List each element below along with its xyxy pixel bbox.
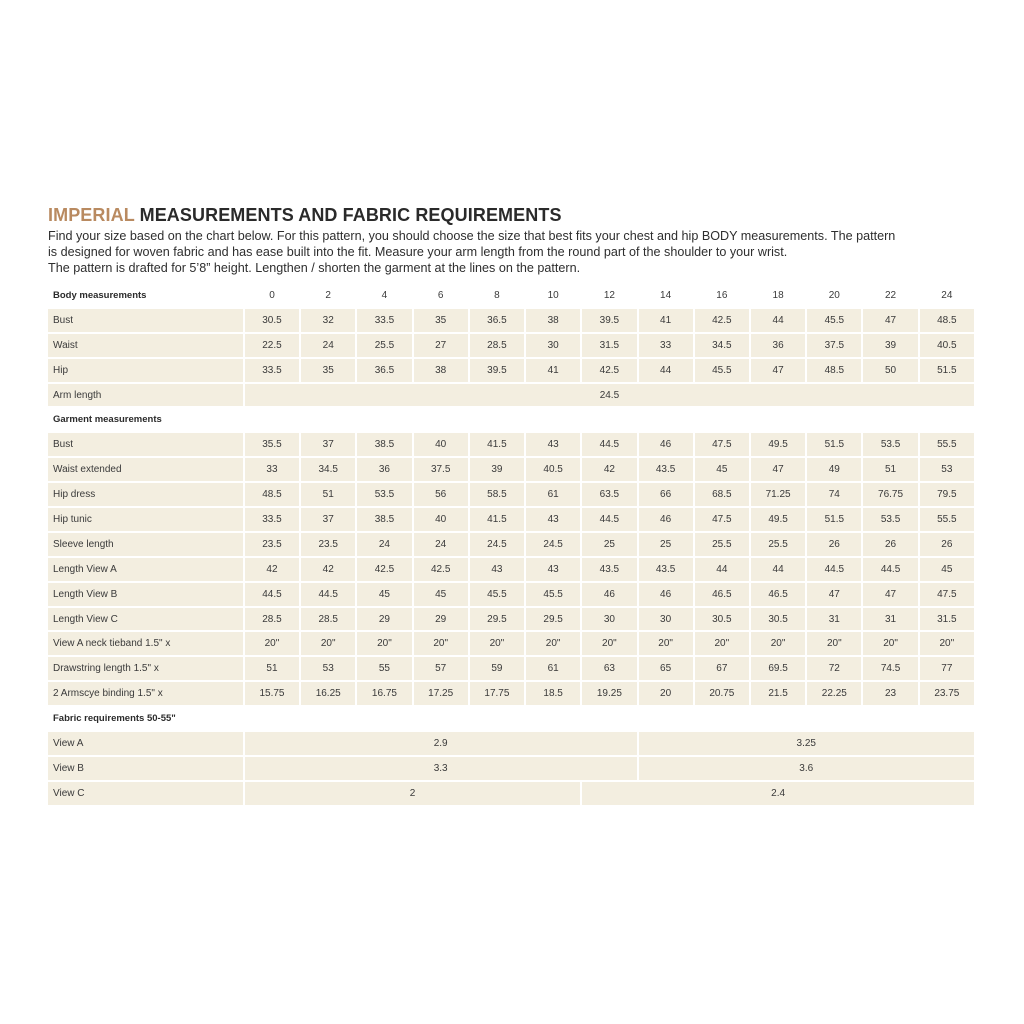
table-cell: 40.5 — [920, 334, 974, 357]
row-label: Arm length — [48, 384, 243, 407]
table-cell: 17.75 — [470, 682, 524, 705]
table-cell: 53.5 — [357, 483, 411, 506]
table-cell: 45.5 — [695, 359, 749, 382]
table-cell: 35 — [414, 309, 468, 332]
table-cell: 22.25 — [807, 682, 861, 705]
table-row — [48, 483, 974, 506]
table-row — [48, 608, 974, 631]
row-label: Length View A — [48, 558, 243, 581]
table-cell: 42 — [301, 558, 355, 581]
row-label: Length View C — [48, 608, 243, 631]
table-cell: 40 — [414, 433, 468, 456]
table-cell: 24.5 — [526, 533, 580, 556]
table-cell: 49 — [807, 458, 861, 481]
size-header: 10 — [526, 284, 580, 307]
table-cell: 74 — [807, 483, 861, 506]
table-cell: 44 — [751, 309, 805, 332]
table-cell: 17.25 — [414, 682, 468, 705]
table-cell: 49.5 — [751, 508, 805, 531]
table-cell: 25 — [582, 533, 636, 556]
table-cell: 16.25 — [301, 682, 355, 705]
fabric-requirements-rows — [48, 707, 974, 805]
table-cell: 20 — [639, 682, 693, 705]
table-cell: 53.5 — [863, 433, 917, 456]
row-label: View A neck tieband 1.5" x — [48, 632, 243, 655]
table-cell: 29 — [357, 608, 411, 631]
table-cell: 41.5 — [470, 433, 524, 456]
table-cell: 56 — [414, 483, 468, 506]
title-accent: IMPERIAL — [48, 205, 135, 225]
fabric-value: 2.4 — [582, 782, 974, 805]
table-cell: 58.5 — [470, 483, 524, 506]
table-cell: 42 — [245, 558, 299, 581]
table-cell: 36 — [751, 334, 805, 357]
table-cell: 34.5 — [695, 334, 749, 357]
table-cell: 71.25 — [751, 483, 805, 506]
table-cell: 16.75 — [357, 682, 411, 705]
fabric-requirements-heading: Fabric requirements 50-55" — [48, 707, 974, 730]
table-cell: 45 — [414, 583, 468, 606]
row-label: Drawstring length 1.5" x — [48, 657, 243, 680]
table-cell: 46 — [639, 433, 693, 456]
row-label: Hip dress — [48, 483, 243, 506]
table-cell: 42.5 — [414, 558, 468, 581]
table-row — [48, 359, 974, 382]
size-header-row — [48, 284, 974, 307]
fabric-value: 2.9 — [245, 732, 637, 755]
table-cell: 31 — [863, 608, 917, 631]
table-row — [48, 309, 974, 332]
table-cell: 40 — [414, 508, 468, 531]
table-cell: 46 — [639, 508, 693, 531]
table-cell: 48.5 — [807, 359, 861, 382]
table-cell: 18.5 — [526, 682, 580, 705]
table-cell: 20" — [582, 632, 636, 655]
table-cell: 28.5 — [301, 608, 355, 631]
table-cell: 45 — [920, 558, 974, 581]
table-cell: 38 — [414, 359, 468, 382]
table-row — [48, 682, 974, 705]
table-row — [48, 757, 974, 780]
table-cell: 35 — [301, 359, 355, 382]
size-header: 22 — [863, 284, 917, 307]
table-cell: 41 — [526, 359, 580, 382]
table-cell: 39.5 — [470, 359, 524, 382]
table-cell: 20" — [245, 632, 299, 655]
table-cell: 46.5 — [751, 583, 805, 606]
arm-length-value: 24.5 — [245, 384, 974, 407]
table-cell: 47 — [863, 309, 917, 332]
table-cell: 38.5 — [357, 508, 411, 531]
document — [48, 204, 978, 807]
table-cell: 28.5 — [245, 608, 299, 631]
table-cell: 55.5 — [920, 508, 974, 531]
table-cell: 47 — [751, 359, 805, 382]
table-cell: 20" — [414, 632, 468, 655]
table-cell: 55 — [357, 657, 411, 680]
table-cell: 47 — [863, 583, 917, 606]
intro-line: is designed for woven fabric and has ease built into the fit. Measure your arm length from the round part of the shoulder to your wrist. — [48, 245, 788, 259]
table-cell: 33.5 — [357, 309, 411, 332]
table-cell: 28.5 — [470, 334, 524, 357]
table-cell: 29.5 — [470, 608, 524, 631]
fabric-value: 2 — [245, 782, 580, 805]
table-cell: 53 — [301, 657, 355, 680]
table-cell: 67 — [695, 657, 749, 680]
table-cell: 20" — [863, 632, 917, 655]
arm-length-rows — [48, 384, 974, 432]
table-cell: 15.75 — [245, 682, 299, 705]
table-cell: 36.5 — [470, 309, 524, 332]
table-row — [48, 533, 974, 556]
table-cell: 20" — [920, 632, 974, 655]
table-cell: 21.5 — [751, 682, 805, 705]
row-label: Hip — [48, 359, 243, 382]
table-cell: 26 — [920, 533, 974, 556]
table-cell: 24.5 — [470, 533, 524, 556]
table-cell: 30.5 — [695, 608, 749, 631]
table-cell: 33 — [639, 334, 693, 357]
row-label: Bust — [48, 309, 243, 332]
table-cell: 30.5 — [751, 608, 805, 631]
table-cell: 27 — [414, 334, 468, 357]
table-cell: 33 — [245, 458, 299, 481]
table-cell: 38 — [526, 309, 580, 332]
table-cell: 44 — [639, 359, 693, 382]
table-cell: 44.5 — [807, 558, 861, 581]
table-row — [48, 657, 974, 680]
table-row — [48, 508, 974, 531]
size-header: 16 — [695, 284, 749, 307]
table-cell: 42.5 — [357, 558, 411, 581]
table-cell: 30 — [639, 608, 693, 631]
row-label: View C — [48, 782, 243, 805]
table-cell: 20" — [301, 632, 355, 655]
table-cell: 77 — [920, 657, 974, 680]
table-cell: 37.5 — [414, 458, 468, 481]
table-cell: 72 — [807, 657, 861, 680]
table-cell: 61 — [526, 657, 580, 680]
table-cell: 36 — [357, 458, 411, 481]
size-header: 2 — [301, 284, 355, 307]
table-cell: 23.5 — [301, 533, 355, 556]
table-cell: 44 — [751, 558, 805, 581]
fabric-value: 3.25 — [639, 732, 975, 755]
table-cell: 44.5 — [245, 583, 299, 606]
table-row — [48, 732, 974, 755]
table-cell: 63 — [582, 657, 636, 680]
size-header: 12 — [582, 284, 636, 307]
body-measurements-heading: Body measurements — [48, 284, 243, 307]
table-row — [48, 583, 974, 606]
table-cell: 33.5 — [245, 508, 299, 531]
table-cell: 44.5 — [301, 583, 355, 606]
size-chart-table — [46, 282, 976, 807]
size-header: 4 — [357, 284, 411, 307]
table-cell: 30.5 — [245, 309, 299, 332]
table-cell: 44.5 — [582, 433, 636, 456]
table-cell: 35.5 — [245, 433, 299, 456]
table-cell: 29 — [414, 608, 468, 631]
table-row — [48, 558, 974, 581]
table-cell: 53 — [920, 458, 974, 481]
table-row — [48, 384, 974, 407]
table-cell: 39.5 — [582, 309, 636, 332]
table-cell: 66 — [639, 483, 693, 506]
table-cell: 20" — [357, 632, 411, 655]
table-cell: 46.5 — [695, 583, 749, 606]
table-cell: 51.5 — [807, 508, 861, 531]
table-cell: 41.5 — [470, 508, 524, 531]
size-header: 0 — [245, 284, 299, 307]
table-cell: 26 — [863, 533, 917, 556]
table-cell: 42.5 — [695, 309, 749, 332]
size-header: 8 — [470, 284, 524, 307]
table-cell: 51 — [301, 483, 355, 506]
table-cell: 41 — [639, 309, 693, 332]
page-title — [48, 204, 978, 226]
table-cell: 24 — [301, 334, 355, 357]
table-cell: 26 — [807, 533, 861, 556]
table-cell: 39 — [470, 458, 524, 481]
size-header: 20 — [807, 284, 861, 307]
table-cell: 23.5 — [245, 533, 299, 556]
table-cell: 33.5 — [245, 359, 299, 382]
table-cell: 31 — [807, 608, 861, 631]
table-cell: 20.75 — [695, 682, 749, 705]
table-cell: 69.5 — [751, 657, 805, 680]
size-header: 18 — [751, 284, 805, 307]
intro-line: The pattern is drafted for 5’8” height. Lengthen / shorten the garment at the lines on the pattern. — [48, 261, 581, 275]
table-cell: 59 — [470, 657, 524, 680]
intro-line: Find your size based on the chart below. For this pattern, you should choose the size that best fits your chest and hip BODY measurements. The pattern — [48, 229, 896, 243]
table-cell: 36.5 — [357, 359, 411, 382]
table-cell: 37 — [301, 508, 355, 531]
table-cell: 43 — [526, 558, 580, 581]
table-cell: 34.5 — [301, 458, 355, 481]
table-cell: 43 — [470, 558, 524, 581]
row-label: Waist extended — [48, 458, 243, 481]
table-cell: 45.5 — [526, 583, 580, 606]
table-cell: 61 — [526, 483, 580, 506]
body-measurements-rows — [48, 309, 974, 382]
table-cell: 45.5 — [807, 309, 861, 332]
table-cell: 25 — [639, 533, 693, 556]
table-cell: 25.5 — [695, 533, 749, 556]
garment-measurements-heading: Garment measurements — [48, 408, 974, 431]
size-header: 6 — [414, 284, 468, 307]
intro-text — [48, 228, 978, 276]
table-cell: 63.5 — [582, 483, 636, 506]
fabric-value: 3.3 — [245, 757, 637, 780]
section-row — [48, 707, 974, 730]
table-cell: 24 — [357, 533, 411, 556]
table-cell: 46 — [582, 583, 636, 606]
table-cell: 39 — [863, 334, 917, 357]
table-cell: 46 — [639, 583, 693, 606]
table-cell: 55.5 — [920, 433, 974, 456]
table-cell: 65 — [639, 657, 693, 680]
table-row — [48, 334, 974, 357]
table-cell: 43 — [526, 508, 580, 531]
garment-measurements-rows — [48, 433, 974, 705]
table-cell: 22.5 — [245, 334, 299, 357]
table-cell: 47 — [751, 458, 805, 481]
table-row — [48, 433, 974, 456]
table-cell: 43 — [526, 433, 580, 456]
table-cell: 23 — [863, 682, 917, 705]
table-cell: 45 — [357, 583, 411, 606]
table-cell: 53.5 — [863, 508, 917, 531]
row-label: 2 Armscye binding 1.5" x — [48, 682, 243, 705]
table-cell: 74.5 — [863, 657, 917, 680]
row-label: Hip tunic — [48, 508, 243, 531]
table-cell: 31.5 — [582, 334, 636, 357]
row-label: Bust — [48, 433, 243, 456]
table-cell: 25.5 — [751, 533, 805, 556]
table-cell: 40.5 — [526, 458, 580, 481]
table-cell: 44 — [695, 558, 749, 581]
table-cell: 45.5 — [470, 583, 524, 606]
table-cell: 51 — [863, 458, 917, 481]
table-cell: 45 — [695, 458, 749, 481]
table-cell: 44.5 — [863, 558, 917, 581]
table-cell: 20" — [639, 632, 693, 655]
table-row — [48, 782, 974, 805]
table-cell: 68.5 — [695, 483, 749, 506]
table-cell: 29.5 — [526, 608, 580, 631]
row-label: View B — [48, 757, 243, 780]
table-cell: 20" — [695, 632, 749, 655]
table-cell: 47.5 — [920, 583, 974, 606]
table-cell: 50 — [863, 359, 917, 382]
row-label: View A — [48, 732, 243, 755]
table-cell: 51.5 — [807, 433, 861, 456]
table-cell: 38.5 — [357, 433, 411, 456]
table-cell: 44.5 — [582, 508, 636, 531]
table-cell: 20" — [751, 632, 805, 655]
fabric-value: 3.6 — [639, 757, 975, 780]
title-text: MEASUREMENTS AND FABRIC REQUIREMENTS — [139, 205, 562, 225]
table-cell: 51 — [245, 657, 299, 680]
table-cell: 43.5 — [639, 458, 693, 481]
table-cell: 37 — [301, 433, 355, 456]
table-cell: 30 — [526, 334, 580, 357]
table-row — [48, 632, 974, 655]
table-cell: 51.5 — [920, 359, 974, 382]
table-cell: 42 — [582, 458, 636, 481]
size-header: 24 — [920, 284, 974, 307]
table-cell: 20" — [807, 632, 861, 655]
table-cell: 76.75 — [863, 483, 917, 506]
table-cell: 31.5 — [920, 608, 974, 631]
table-cell: 30 — [582, 608, 636, 631]
table-cell: 23.75 — [920, 682, 974, 705]
row-label: Sleeve length — [48, 533, 243, 556]
table-cell: 49.5 — [751, 433, 805, 456]
table-cell: 47.5 — [695, 433, 749, 456]
table-cell: 20" — [526, 632, 580, 655]
table-cell: 57 — [414, 657, 468, 680]
table-cell: 47.5 — [695, 508, 749, 531]
table-cell: 48.5 — [920, 309, 974, 332]
table-row — [48, 458, 974, 481]
row-label: Length View B — [48, 583, 243, 606]
table-cell: 42.5 — [582, 359, 636, 382]
section-row — [48, 408, 974, 431]
row-label: Waist — [48, 334, 243, 357]
table-cell: 48.5 — [245, 483, 299, 506]
table-cell: 37.5 — [807, 334, 861, 357]
table-cell: 79.5 — [920, 483, 974, 506]
table-cell: 32 — [301, 309, 355, 332]
table-cell: 19.25 — [582, 682, 636, 705]
table-cell: 47 — [807, 583, 861, 606]
table-cell: 43.5 — [639, 558, 693, 581]
table-cell: 20" — [470, 632, 524, 655]
table-cell: 43.5 — [582, 558, 636, 581]
table-cell: 25.5 — [357, 334, 411, 357]
size-header: 14 — [639, 284, 693, 307]
table-cell: 24 — [414, 533, 468, 556]
